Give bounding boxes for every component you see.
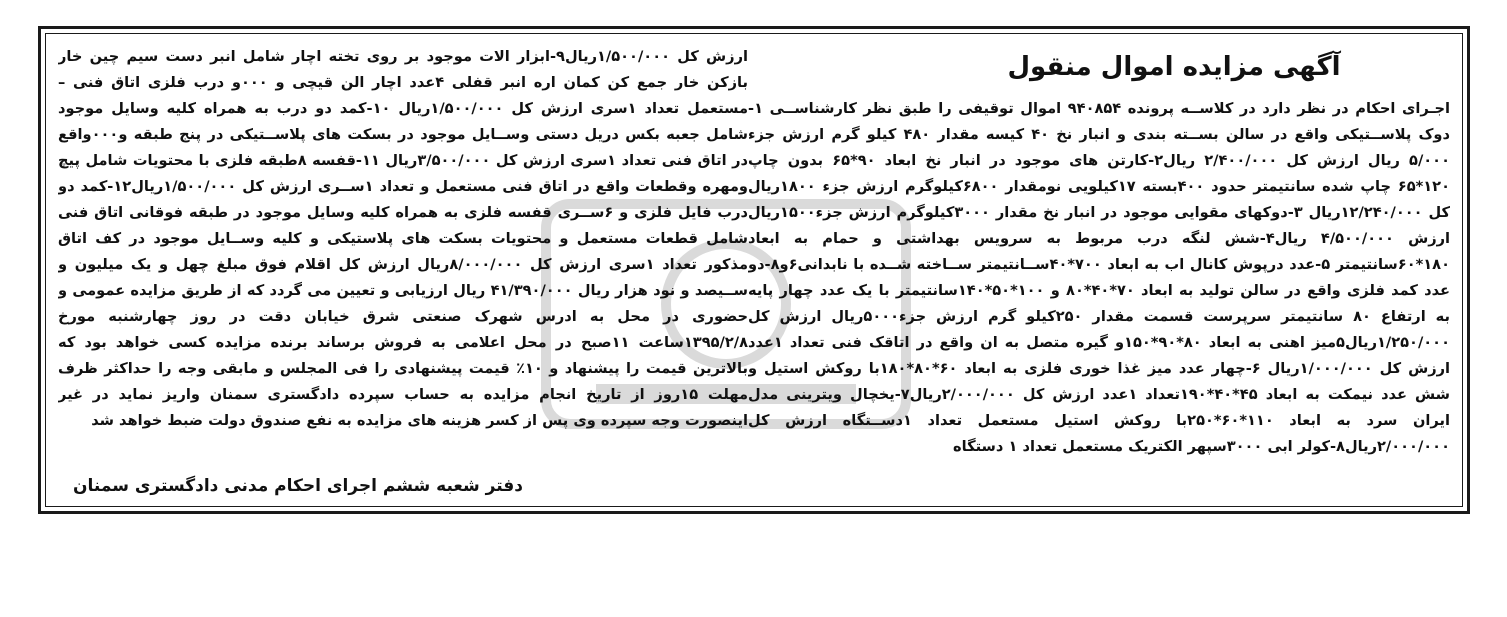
notice-title: آگهی مزایده اموال منقول	[1007, 52, 1341, 82]
right-column	[748, 42, 1450, 460]
notice-frame	[38, 26, 1470, 514]
office-signature: دفتر شعبه ششم اجرای احکام مدنی دادگستری سمنان	[72, 476, 523, 496]
right-column-text: اجـرای احکام در نظر دارد در کلاســه پرونده ۹۴۰۸۵۴ اموال توقیفی را طبق نظر کارشناســی ۱-دوک پلاســتیکی واقع در سالن بســته بندی و انبار نخ ۴۰ کیسه مقدار ۴۸۰ کیلو گرم ارزش جزء ۵/۰۰۰ ریال ارزش کل ۲/۴۰۰/۰۰۰ ریال۲-کارتن های موجود در انبار نخ ابعاد ۹۰*۶۵ بدون چاپ ۱۲۰*۶۵ چاپ شده سانتیمتر حدود ۴۰۰بسته ۱۷کیلویی نومقدار ۶۸۰۰کیلوگرم ارزش جزء ۱۸۰۰ریال کل ۱۲/۲۴۰/۰۰۰ریال ۳-دوکهای مقوایی موجود در انبار نخ مقدار ۳۰۰۰کیلوگرم ارزش جزء۱۵۰۰ریال ارزش ۴/۵۰۰/۰۰۰ ریال۴-شش لنگه درب مربوط به سرویس بهداشتی و حمام به ابعاد ۱۸۰*۶۰سانتیمتر ۵-عدد درپوش کانال اب به ابعاد ۷۰۰*۴۰ســانتیمتر ســاخته شــده با نابدانی۶و۸-دو عدد کمد فلزی واقع در سالن تولید به ابعاد ۷۰*۴۰*۸۰ و ۱۰۰*۵۰*۱۴۰سانتیمتر با یک عدد چهار پایه به ارتفاع ۸۰ سانتیمتر سرپرست قسمت مقدار ۲۵۰کیلو گرم ارزش جزء۵۰۰۰ریال ارزش کل ۱/۲۵۰/۰۰۰ریال۵میز اهنی به ابعاد ۸۰*۹۰*۱۵۰و گیره متصل به ان واقع در اتاقک فنی تعداد ۱عدد ارزش کل ۱/۰۰۰/۰۰۰ریال ۶-چهار عدد میز غذا خوری فلزی به ابعاد ۶۰*۸۰*۱۸۰با روکش استیل و شش عدد نیمکت به ابعاد ۴۵*۴۰*۱۹۰تعداد ۱عدد ارزش کل ۲/۰۰۰/۰۰۰ریال۷-یخچال ویترینی مدل ایران سرد به ابعاد ۱۱۰*۶۰*۲۵۰با روکش استیل مستعمل تعداد ۱دســتگاه ارزش کل ۲/۰۰۰/۰۰۰ریال۸-کولر ابی ۳۰۰۰سپهر الکتریک مستعمل تعداد ۱ دستگاه	[748, 100, 1450, 455]
left-column	[58, 44, 748, 434]
notice-inner-border	[45, 33, 1463, 507]
left-column-text: ارزش کل ۱/۵۰۰/۰۰۰ریال۹-ابزار الات موجود بر روی تخته اچار شامل انبر دست سیم چین خار بازکن خار جمع کن کمان اره انبر قفلی ۴عدد اچار الن قیچی و ۰۰۰و درب فلزی اتاق فنی –مستعمل تعداد ۱سری ارزش کل ۱/۵۰۰/۰۰۰ریال ۱۰-کمد دو درب به همراه کلیه وسایل موجود شامل جعبه بکس دریل دستی وســایل موجود در بسکت های پلاســتیکی در پنج طبقه و۰۰۰واقع در اتاق فنی تعداد ۱سری ارزش کل ۳/۵۰۰/۰۰۰ریال ۱۱-قفسه ۸طبقه فلزی با محتویات شامل پیچ ومهره وقطعات واقع در اتاق فنی مستعمل و تعداد ۱ســری ارزش کل ۱/۵۰۰/۰۰۰ریال۱۲-کمد دو درب فایل فلزی و ۶ســری قفسه فلزی به همراه کلیه وسایل موجود در طبقه فوقانی اتاق فنی شامل قطعات مستعمل و محتویات بسکت های پلاستیکی و کلیه وســایل موجود در کف اتاق مذکور تعداد ۱سری ارزش کل ۸/۰۰۰/۰۰۰ریال ارزش کل اقلام فوق مبلغ چهل و یک میلیون و ســیصد و نود هزار ریال ۴۱/۳۹۰/۰۰۰ ریال ارزیابی و تعیین می گردد که از طریق مزایده عمومی و حضوری در محل به ادرس شهرک صنعتی شرق خیابان دقت در روز چهارشنبه مورخ ۱۳۹۵/۲/۸ساعت ۱۱صبح در محل اعلامی به فروش برساند برنده مزایده کسی خواهد بود که بالاترین قیمت را پیشنهاد و ۱۰٪ قیمت پیشنهادی را فی المجلس و مابقی وجه را حداکثر ظرف مهلت ۱۵روز از تاریخ انجام مزایده به حساب سپرده دادگستری سمنان واریز نماید در غیر اینصورت وجه سپرده وی پس از کسر هزینه های مزایده به نفع صندوق دولت ضبط خواهد شد	[58, 48, 748, 429]
